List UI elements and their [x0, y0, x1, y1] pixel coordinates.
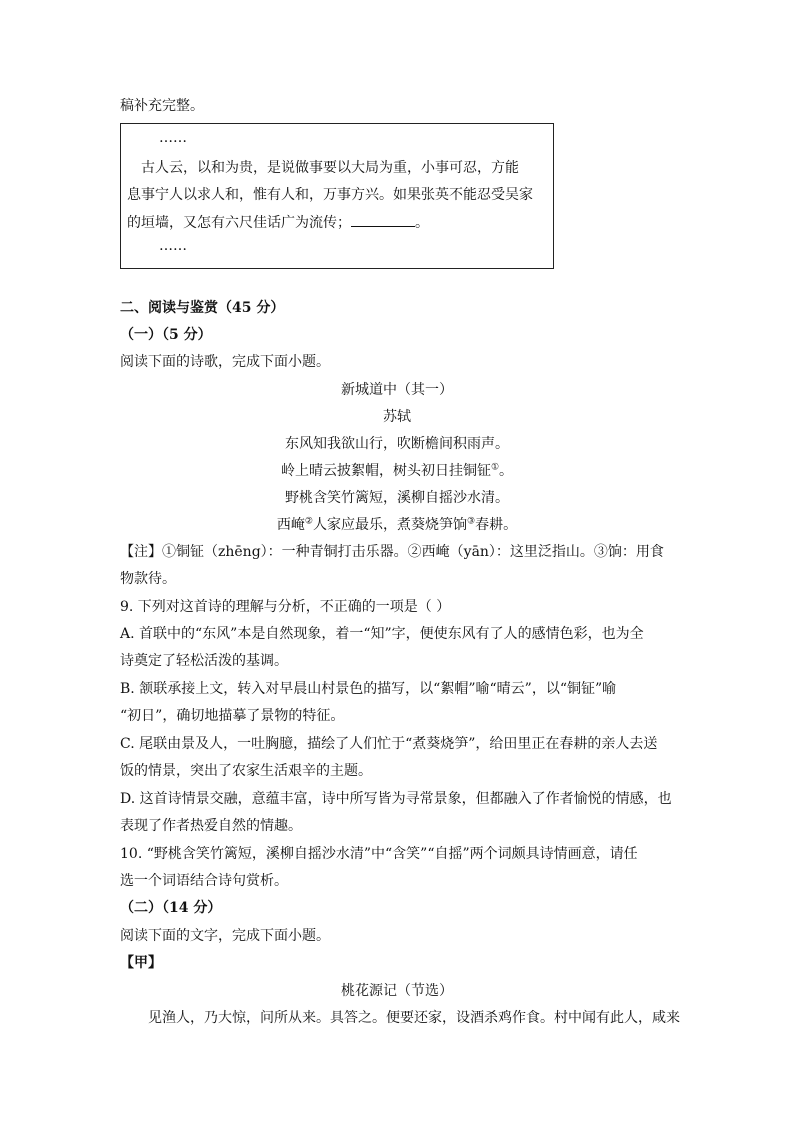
- poem-line4: [0, 515, 794, 535]
- intro-tail: 稿补充完整。: [120, 98, 204, 114]
- part1-instruction: 阅读下面的诗歌，完成下面小题。: [120, 354, 330, 370]
- passage-line1: 见渔人，乃大惊，问所从来。具答之。便要还家，设酒杀鸡作食。村中闻有此人，咸来: [148, 1010, 680, 1026]
- note-line2: 物款待。: [120, 571, 176, 587]
- box-ellipsis-bottom: ……: [159, 238, 187, 254]
- poem-line4-c: 春耕。: [475, 517, 518, 533]
- jia-label: 【甲】: [120, 955, 162, 971]
- q9-option-b-line2: “初日”，确切地描摹了景物的特征。: [120, 708, 345, 724]
- poem-line4-a: 西崦: [276, 517, 305, 533]
- q9-option-d-line1: D. 这首诗情景交融，意蕴丰富，诗中所写皆为寻常景象，但都融入了作者愉悦的情感，也: [120, 791, 672, 807]
- box-para-line2: 息事宁人以求人和，惟有人和，万事方兴。如果张英不能忍受吴家: [127, 187, 533, 203]
- poem-line2: [0, 461, 794, 481]
- q9-stem: 9. 下列对这首诗的理解与分析，不正确的一项是（ ）: [120, 599, 451, 615]
- poem-line1: 东风知我欲山行，吹断檐间积雨声。: [285, 436, 509, 452]
- box-para-line3-end: 。: [415, 215, 429, 231]
- q9-option-c-line1: C. 尾联由景及人，一吐胸臆，描绘了人们忙于“煮葵烧笋”，给田里正在春耕的亲人去送: [120, 736, 658, 752]
- supplement-box: [120, 123, 554, 269]
- q9-option-a-line2: 诗奠定了轻松活泼的基调。: [120, 653, 288, 669]
- q10-line1: 10. “野桃含笑竹篱短，溪柳自摇沙水清”中“含笑”“自摇”两个词颇具诗情画意，请任: [120, 846, 638, 862]
- box-ellipsis-top: ……: [159, 130, 187, 146]
- q10-line2: 选一个词语结合诗句赏析。: [120, 873, 288, 889]
- poem-author: 苏轼: [383, 409, 411, 425]
- part2-title: （二）（14 分）: [120, 900, 222, 916]
- poem-line2-text: 岭上晴云披絮帽，树头初日挂铜钲: [280, 463, 491, 479]
- box-para-line3-text: 的垣墙，又怎有六尺佳话广为流传；: [127, 215, 351, 231]
- passage-title: 桃花源记（节选）: [341, 983, 453, 999]
- part1-title: （一）（5 分）: [120, 327, 212, 343]
- note-line1: 【注】①铜钲（zhēng）：一种青铜打击乐器。②西崦（yān）：这里泛指山。③饷：用食: [120, 544, 664, 560]
- q9-option-b-line1: B. 颔联承接上文，转入对早晨山村景色的描写，以“絮帽”喻“晴云”，以“铜钲”喻: [120, 681, 617, 697]
- footnote-marker-2: ②: [304, 516, 313, 527]
- poem-line4-b: 人家应最乐，煮葵烧笋饷: [313, 517, 467, 533]
- q9-option-c-line2: 饭的情景，突出了农家生活艰辛的主题。: [120, 763, 372, 779]
- q9-option-d-line2: 表现了作者热爱自然的情趣。: [120, 818, 302, 834]
- poem-title: 新城道中（其一）: [341, 382, 453, 398]
- footnote-marker-3: ③: [467, 516, 476, 527]
- box-para-line1: 古人云，以和为贵，是说做事要以大局为重，小事可忍，方能: [141, 160, 519, 176]
- box-para-line3: [127, 212, 429, 233]
- poem-line3: 野桃含笑竹篱短，溪柳自摇沙水清。: [285, 490, 509, 506]
- footnote-marker-1: ①: [490, 462, 500, 473]
- poem-line2-end: 。: [499, 463, 514, 479]
- part2-instruction: 阅读下面的文字，完成下面小题。: [120, 928, 330, 944]
- q9-option-a-line1: A. 首联中的“东风”本是自然现象，着一“知”字，便使东风有了人的感情色彩，也为全: [120, 626, 644, 642]
- section2-title: 二、阅读与鉴赏（45 分）: [120, 300, 285, 316]
- answer-blank[interactable]: [351, 212, 415, 227]
